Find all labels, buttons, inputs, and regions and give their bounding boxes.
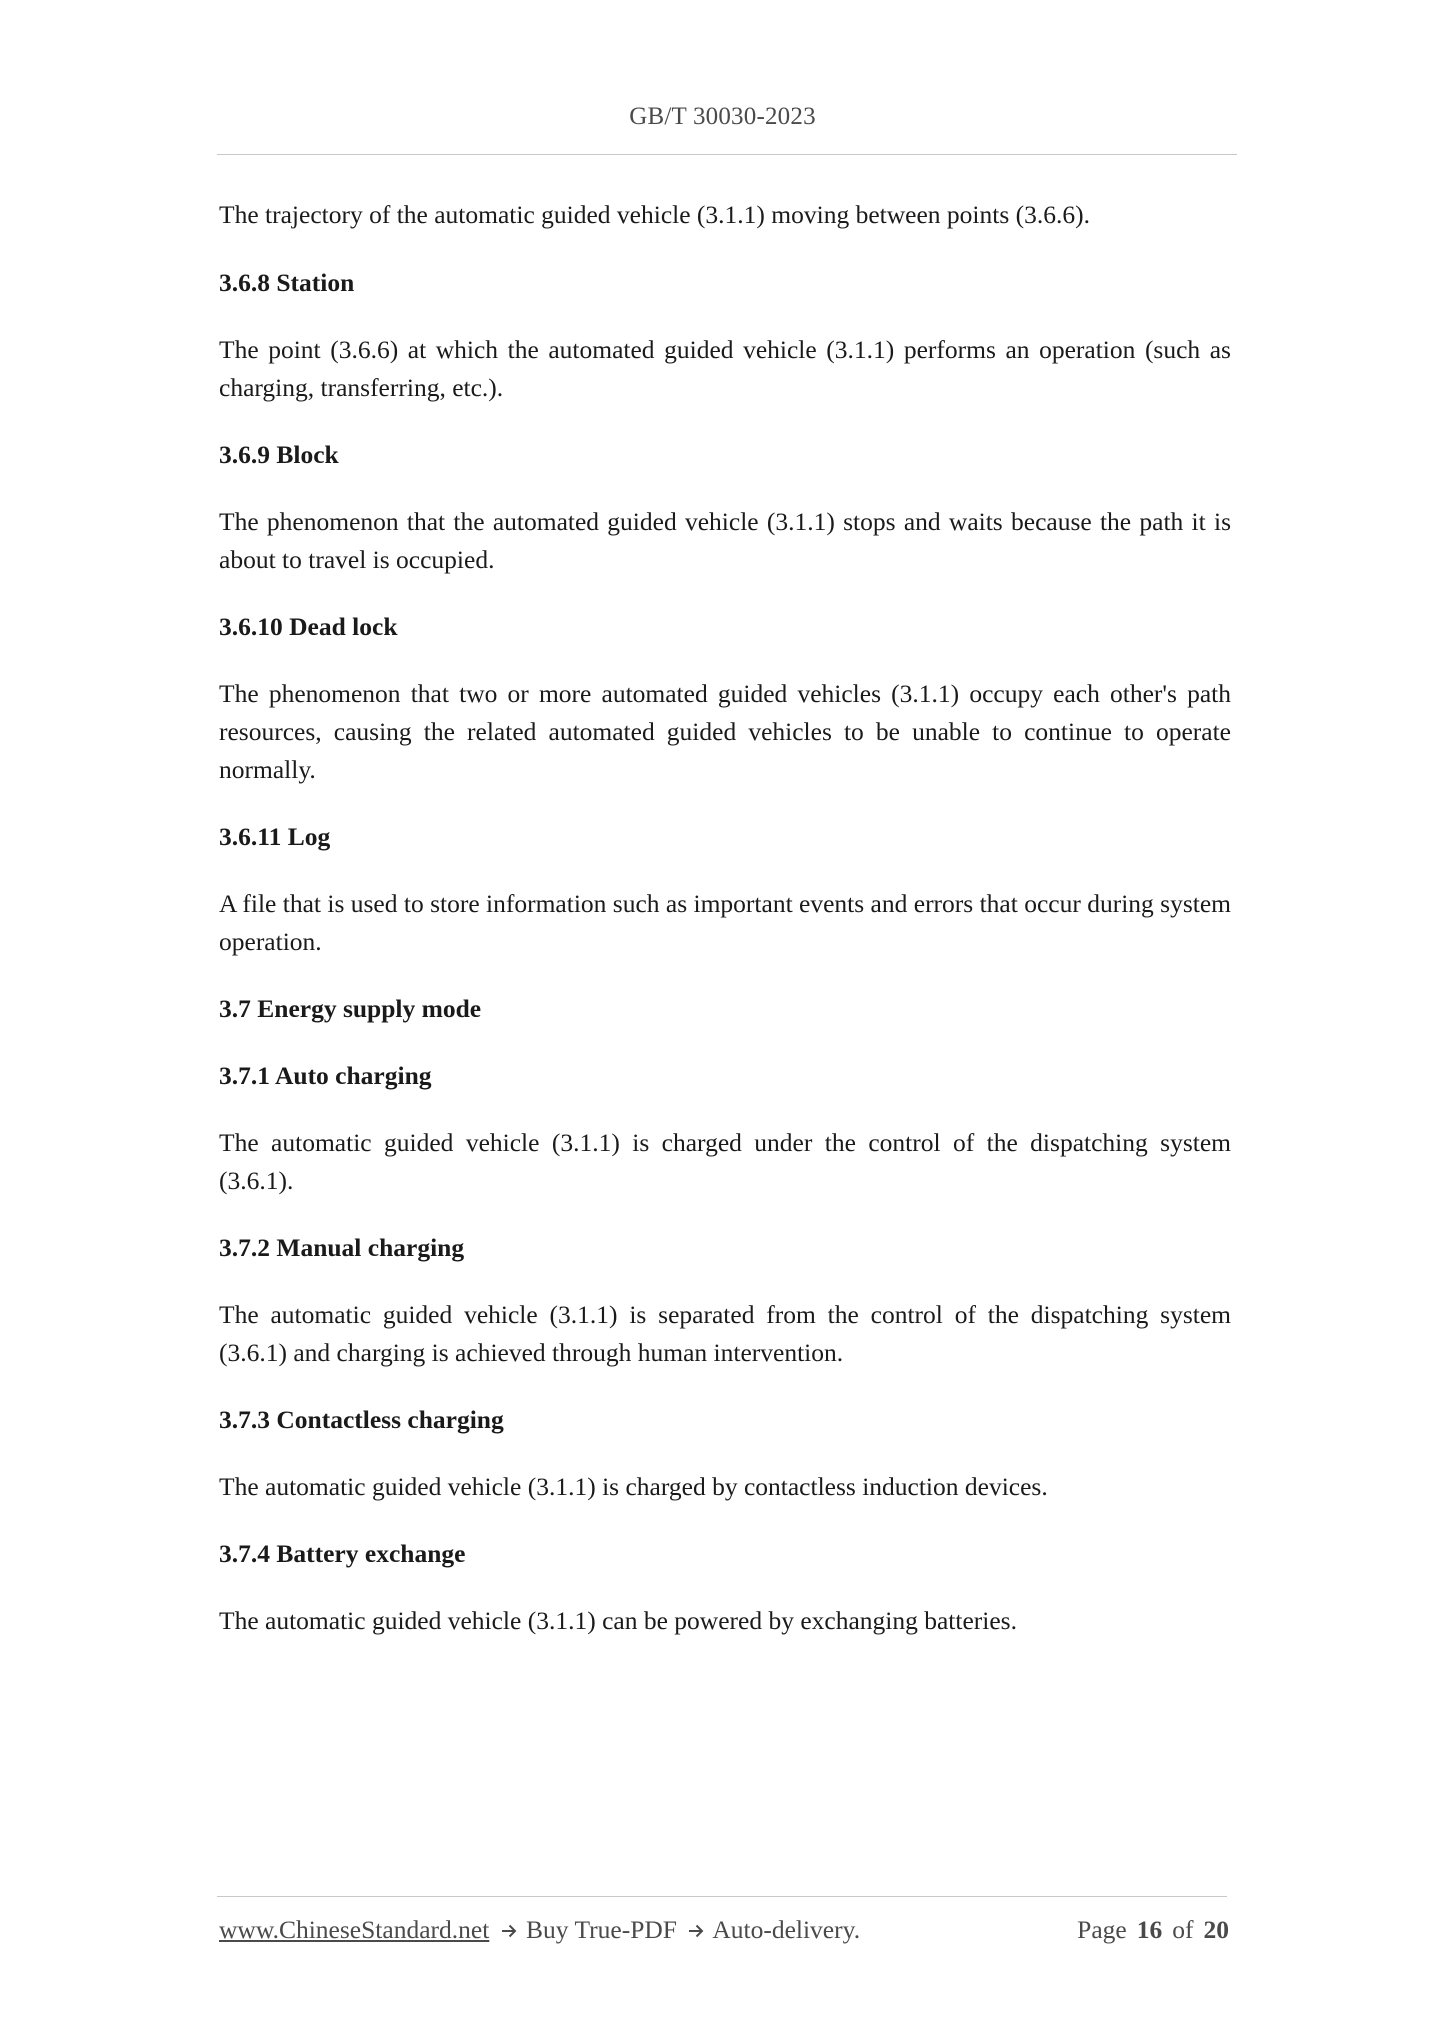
- section-heading-log: 3.6.11 Log: [219, 822, 331, 851]
- document-id-header: GB/T 30030-2023: [629, 103, 816, 130]
- page-number: [1077, 1915, 1229, 1945]
- definition-text: The automatic guided vehicle (3.1.1) is charged under the control of the dispatching system (3.6.1).: [219, 1128, 1231, 1195]
- section-heading-battery-exchange: 3.7.4 Battery exchange: [219, 1539, 466, 1568]
- auto-delivery-text: Auto-delivery.: [712, 1915, 861, 1944]
- total-pages-number: 20: [1203, 1915, 1229, 1944]
- definition-text: The automatic guided vehicle (3.1.1) can be powered by exchanging batteries.: [219, 1606, 1017, 1635]
- section-heading-energy-supply-mode: 3.7 Energy supply mode: [219, 994, 482, 1023]
- footer-divider: [217, 1896, 1227, 1897]
- section-heading-dead-lock: 3.6.10 Dead lock: [219, 612, 398, 641]
- section-heading-manual-charging: 3.7.2 Manual charging: [219, 1233, 465, 1262]
- definition-text: The phenomenon that two or more automated guided vehicles (3.1.1) occupy each other's path resources, causing the related automated guided vehicles to be unable to continue to operate normally.: [219, 679, 1231, 784]
- definition-text: The trajectory of the automatic guided vehicle (3.1.1) moving between points (3.6.6).: [219, 200, 1090, 229]
- footer-promo: [219, 1915, 860, 1945]
- section-heading-auto-charging: 3.7.1 Auto charging: [219, 1061, 432, 1090]
- current-page-number: 16: [1136, 1915, 1163, 1944]
- definition-text: The phenomenon that the automated guided vehicle (3.1.1) stops and waits because the path it is about to travel is occupied.: [219, 507, 1231, 574]
- definition-text: A file that is used to store information such as important events and errors that occur during system operation.: [219, 889, 1231, 956]
- section-heading-contactless-charging: 3.7.3 Contactless charging: [219, 1405, 504, 1434]
- definition-text: The automatic guided vehicle (3.1.1) is separated from the control of the dispatching system (3.6.1) and charging is achieved through human intervention.: [219, 1300, 1231, 1367]
- arrow-right-icon: [500, 1922, 518, 1940]
- page-label: Page: [1077, 1915, 1127, 1944]
- page-body: [219, 196, 1231, 1640]
- arrow-right-icon: [687, 1922, 705, 1940]
- header-divider: [217, 154, 1237, 155]
- website-link[interactable]: www.ChineseStandard.net: [219, 1915, 490, 1944]
- definition-text: The automatic guided vehicle (3.1.1) is charged by contactless induction devices.: [219, 1472, 1048, 1501]
- section-heading-station: 3.6.8 Station: [219, 268, 355, 297]
- of-label: of: [1172, 1915, 1194, 1944]
- definition-text: The point (3.6.6) at which the automated guided vehicle (3.1.1) performs an operation (such as charging, transferring, etc.).: [219, 335, 1231, 402]
- section-heading-block: 3.6.9 Block: [219, 440, 339, 469]
- buy-true-pdf-text: Buy True-PDF: [526, 1915, 677, 1944]
